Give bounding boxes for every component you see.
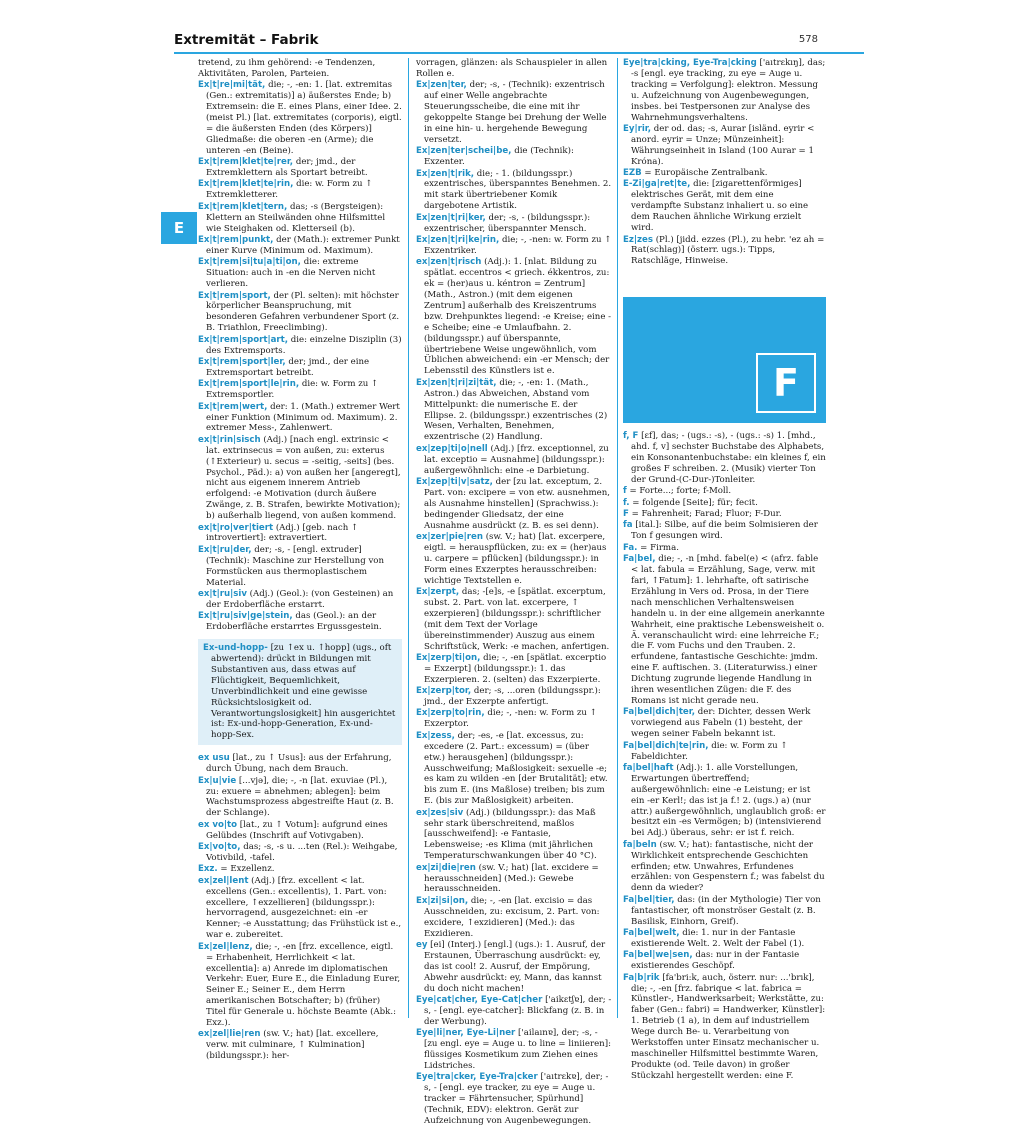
definition: [...vjə], die; -, -n [lat. exuviae (Pl.), zu: exuere = abnehmen; ablegen]: beim Wachstumsprozess abgestreifte Haut (z. B. der Schlange). — [206, 775, 394, 819]
definition: der; jmd., der Extremklettern als Sportart betreibt. — [206, 157, 368, 179]
headword: Ey|rir, — [623, 123, 652, 134]
headword: ex|zi|die|ren — [416, 862, 476, 873]
dictionary-entry — [198, 435, 402, 522]
headword: Ex|t|rem|klet|te|rin, — [198, 179, 294, 190]
dictionary-entry — [416, 731, 612, 807]
definition: der od. das; -s, Aurar [isländ. eyrir < anord. eyrir = Unze; Münzeinheit]: Währungseinheit in Island (100 Aurar = 1 Króna). — [631, 123, 815, 167]
headword: Ex|t|rem|klet|tern, — [198, 201, 288, 212]
definition: die: einzelne Disziplin (3) des Extremsports. — [206, 334, 402, 356]
headword: Ex|t|re|mi|tät, — [198, 80, 266, 91]
definition: das: (in der Mythologie) Tier von fantastischer, oft monströser Gestalt (z. B. Basilisk, Einhorn, Greif). — [631, 894, 821, 927]
header-rule — [174, 52, 864, 54]
definition: [lat., zu ↑ Votum]: aufgrund eines Gelübdes (Inschrift auf Votivgaben). — [206, 819, 388, 841]
dictionary-entry — [416, 896, 612, 940]
definition: die; - 1. (bildungsspr.) exzentrisches, überspanntes Benehmen. 2. mit stark übertriebener Komik dargebotene Artistik. — [424, 168, 612, 212]
definition: = folgende [Seite]; für; fecit. — [632, 497, 758, 508]
headword: Ex|zi|si|on, — [416, 895, 469, 906]
page-header — [174, 30, 864, 52]
definition: vorragen, glänzen: als Schauspieler in allen Rollen e. — [416, 58, 608, 79]
definition: der: 1. (Math.) extremer Wert einer Funktion (Minimum od. Maximum). 2. extremer Mess-, Zahlenwert. — [206, 401, 400, 434]
definition: = Exzellenz. — [220, 864, 275, 875]
definition: der; -s, - [engl. extruder] (Technik): Maschine zur Herstellung von Formstücken aus thermoplastischem Material. — [206, 544, 385, 588]
definition: [ei] (Interj.) [engl.] (ugs.): 1. Ausruf, der Erstaunen, Überraschung ausdrückt: ey, das ist cool! 2. Ausruf, der Empörung, Abwehr ausdrückt: ey, Mann, das kannst du doch nicht machen! — [424, 940, 606, 994]
headword: Fa|b|rik — [623, 972, 660, 983]
dictionary-entry — [198, 545, 402, 589]
headword: Ex|t|rem|sport|le|rin, — [198, 379, 300, 390]
headword: Fa|bel|dich|te|rin, — [623, 740, 709, 751]
definition: die: w. Form zu ↑ Fabeldichter. — [631, 740, 788, 762]
headword: Ex|zen|ter, — [416, 80, 467, 91]
headword: Ex|t|rem|sport|ler, — [198, 356, 286, 367]
definition: das: nur in der Fantasie existierendes Geschöpf. — [631, 950, 800, 972]
headword: Fa|bel|tier, — [623, 894, 675, 905]
headword: Ex|zerp|to|rin, — [416, 708, 485, 719]
dictionary-entry — [623, 498, 826, 509]
dictionary-entry — [416, 1072, 612, 1127]
dictionary-entry — [623, 928, 826, 950]
definition: das; -s (Bergsteigen): Klettern an Steilwänden ohne Hilfsmittel wie Steighaken od. Kletterseil (b). — [206, 201, 386, 234]
dictionary-entry — [623, 168, 826, 179]
dictionary-entry — [416, 808, 612, 863]
dictionary-entry — [198, 864, 402, 875]
dictionary-entry — [198, 842, 402, 864]
definition: ['ailaınɐ], der; -s, - [zu engl. eye = Auge u. to line = liniieren]: flüssiges Kosmetikum zum Ziehen eines Lidstriches. — [424, 1028, 611, 1071]
headword: ex|zer|pie|ren — [416, 531, 483, 542]
dictionary-entry — [623, 509, 826, 520]
definition: der (Math.): extremer Punkt einer Kurve (Minimum od. Maximum). — [206, 235, 400, 256]
dictionary-entry — [416, 1028, 612, 1072]
definition: die; -, -en [spätlat. excerptio = Exzerpt] (bildungsspr.): 1. das Exzerpieren. 2. (selten) das Exzerpierte. — [424, 652, 607, 685]
dictionary-entry — [198, 523, 402, 545]
headword: ex|zel|lent — [198, 875, 249, 886]
running-head: Extremität – Fabrik — [174, 32, 319, 48]
headword: Fa|bel|welt, — [623, 928, 680, 938]
definition: = Firma. — [640, 542, 679, 553]
definition: (Adj.) (Geol.): (von Gesteinen) an der Erdoberfläche erstarrt. — [206, 589, 394, 610]
headword: Ex|t|ru|siv|ge|stein, — [198, 611, 293, 622]
definition: (Adj.) [nach engl. extrinsic < lat. extrinsecus = von außen, zu: exterus (↑Exterieur) u. secus = -seitig, -seits] (bes. Psychol., Päd.): a) von außen her [angeregt], nicht aus eigenem innerem Antrieb erfolgend: -e Motivation (durch äußere Zwänge, z. B. Strafen, bewirkte Motivation); b) außerhalb liegend, von außen kommend. — [206, 434, 401, 522]
dictionary-entry — [198, 357, 402, 379]
definition: (sw. V.; hat) [lat. excerpere, eigtl. = herauspflücken, zu: ex = (her)aus u. carpere = pflücken] (bildungsspr.): in Form eines Exzerptes herausschreiben: wichtige Textstellen e. — [424, 531, 607, 586]
dictionary-entry — [623, 179, 826, 234]
dictionary-entry — [198, 876, 402, 941]
dictionary-entry — [416, 213, 612, 235]
definition: der; -s, - (Technik): exzentrisch auf einer Welle angebrachte Steuerungsscheibe, die eine mit ihr gekoppelte Stange bei Drehung der Welle in eine hin- u. hergehende Bewegung versetzt. — [424, 80, 607, 145]
definition: [zu ↑ex u. ↑hopp] (ugs., oft abwertend): drückt in Bildungen mit Substantiven aus, dass etwas auf Flüchtigkeit, Bequemlichkeit, Unverbindlichkeit und eine gewisse Rücksichtslosigkeit od. Verantwortungslosigkeit] hin ausgerichtet ist: Ex-und-hopp-Generation, Ex-und-hopp-Sex. — [211, 643, 396, 741]
headword: ex|zep|ti|o|nell — [416, 443, 488, 454]
headword: ex usu — [198, 753, 230, 764]
dictionary-entry — [416, 146, 612, 168]
dictionary-entry — [198, 753, 402, 775]
headword: Ex|zel|lenz, — [198, 941, 253, 952]
dictionary-entry — [623, 431, 826, 486]
definition: die; -, -en [frz. excellence, eigtl. = Erhabenheit, Herrlichkeit < lat. excellentia]: a) Anrede im diplomatischen Verkehr: Euer, Eure E., die Einladung Eurer, Seiner E.; Seiner E., dem Herrn amerikanischen Botschafter; b) (früher) Titel für Generale u. höchste Beamte (Abk.: Exz.). — [206, 941, 401, 1029]
dictionary-entry — [623, 840, 826, 895]
dictionary-entry — [198, 820, 402, 842]
definition: der (Pl. selten): mit höchster körperlicher Beanspruchung, mit besonderen Gefahren verbundener Sport (z. B. Triathlon, Freeclimbing). — [206, 290, 400, 334]
column-3 — [623, 58, 826, 1081]
headword: Ex|t|rem|klet|te|rer, — [198, 157, 294, 168]
dictionary-entry — [416, 708, 612, 730]
headword: fa|bel|haft — [623, 762, 674, 773]
dictionary-entry — [198, 291, 402, 335]
dictionary-entry — [623, 741, 826, 763]
column-rule — [408, 58, 409, 1018]
definition: (Pl.) [jidd. ezzes (Pl.), zu hebr. 'ez ah = Rat(schlag)] (österr. ugs.): Tipps, Ratschläge, Hinweise. — [631, 234, 825, 267]
definition: = Europäische Zentralbank. — [644, 168, 768, 179]
dictionary-entry — [416, 532, 612, 587]
dictionary-entry — [198, 589, 402, 611]
headword: ey — [416, 940, 428, 950]
headword: Ex|zess, — [416, 730, 455, 741]
headword: Ex|t|rem|si|tu|a|ti|on, — [198, 257, 301, 268]
headword: Ez|zes — [623, 234, 653, 245]
definition: der: Dichter, dessen Werk vorwiegend aus Fabeln (1) besteht, der wegen seiner Fabeln bekannt ist. — [631, 707, 811, 740]
dictionary-entry — [623, 520, 826, 542]
definition: (Adj.) [geb. nach ↑ introvertiert]: extravertiert. — [206, 522, 359, 544]
definition: der; -es, -e [lat. excessus, zu: excedere (2. Part.: excessum) = (über etw.) herausgehen] (bildungsspr.): Ausschweifung; Maßlosigkeit: sexuelle -e; es kam zu wilden -en [der Brutalität]; etw. bis zum E. (ins Maßlose) treiben; bis zum E. (bis zur Maßlosigkeit) arbeiten. — [424, 730, 608, 807]
headword: Ex|zen|t|ri|ker, — [416, 212, 486, 223]
headword: Ex|t|ru|der, — [198, 544, 252, 555]
dictionary-entry — [198, 157, 402, 179]
dictionary-entry — [198, 257, 402, 290]
headword: Ex|zep|ti|v|satz, — [416, 476, 493, 487]
headword: f — [623, 486, 627, 497]
definition: die; -, -en [lat. excisio = das Ausschneiden, zu: excisum, 2. Part. von: excidere, ↑exzidieren] (Med.): das Exzidieren. — [424, 895, 600, 939]
definition: die; -, -en: 1. [lat. extremitas (Gen.: extremitatis)] a) äußerstes Ende; b) Extremsein: die E. eines Plans, einer Idee. 2. (meist Pl.) [lat. extremitates (corporis), eigtl. = die äußersten Enden (des Körpers)] Gliedmaße: die oberen -en (Arme); die unteren -en (Beine). — [206, 80, 402, 156]
headword: Ex|t|rem|wert, — [198, 401, 268, 412]
headword: ex vo|to — [198, 819, 238, 830]
thumb-index-letter: E — [173, 219, 185, 237]
dictionary-entry — [198, 58, 402, 80]
dictionary-entry — [416, 653, 612, 686]
definition: (Adj.) [frz. excellent < lat. excellens (Gen.: excellentis), 1. Part. von: excellere, ↑exzellieren] (bildungsspr.): hervorragend, ausgezeichnet: ein -er Kenner; -e Ausstattung; das Frühstück ist e., war e. zubereitet. — [206, 875, 402, 941]
headword: f. — [623, 497, 630, 508]
dictionary-entry — [198, 80, 402, 156]
dictionary-entry — [623, 950, 826, 972]
definition: [fa'bri:k, auch, österr. nur: ...'brık], die; -, -en [frz. fabrique < lat. fabrica = Künstler-, Handwerksarbeit; Werkstätte, zu: faber (Gen.: fabri) = Handwerker, Künstler]: 1. Betrieb (1 a), in dem auf industriellem Wege durch Be- u. Verarbeitung von Werkstoffen unter Einsatz mechanischer u. maschineller Hilfsmittel bestimmte Waren, Produkte (od. Teile davon) in großer Stückzahl hergestellt werden: eine F. — [631, 972, 826, 1081]
headword: ex|t|ru|siv — [198, 589, 247, 599]
headword: Ex|vo|to, — [198, 842, 241, 853]
column-1 — [198, 58, 402, 1062]
headword: Ex|zerpt, — [416, 587, 460, 597]
headword: ex|zes|siv — [416, 807, 464, 818]
dictionary-entry — [198, 379, 402, 401]
headword: EZB — [623, 168, 642, 179]
dictionary-entry — [623, 895, 826, 928]
page-number: 578 — [798, 34, 818, 45]
dictionary-entry — [416, 444, 612, 477]
headword: ex|t|rin|sisch — [198, 434, 261, 445]
headword: ex|zel|lie|ren — [198, 1029, 261, 1040]
headword: Ex|zerp|tor, — [416, 686, 472, 697]
headword: Fa. — [623, 542, 638, 553]
dictionary-entry — [198, 179, 402, 201]
definition: die: [zigarettenförmiges] elektrisches Gerät, mit dem eine verdampfte Substanz inhaliert u. so eine dem Rauchen ähnliche Wirkung erzielt wird. — [631, 179, 809, 234]
dictionary-entry — [623, 763, 826, 839]
headword: Ex|u|vie — [198, 775, 237, 786]
dictionary-entry — [623, 554, 826, 707]
dictionary-entry — [623, 707, 826, 740]
section-letter: F — [756, 353, 816, 413]
dictionary-entry — [198, 202, 402, 235]
definition: ['aıtrɛkɐ], der; -s, - [engl. eye tracker, zu eye = Auge u. tracker = Fährtensucher, Spürhund] (Technik, EDV): elektron. Gerät zur Aufzeichnung von Augenbewegungen. — [424, 1072, 609, 1126]
headword: Eye|tra|cker, Eye-Tra|cker — [416, 1072, 538, 1083]
headword: Eye|li|ner, Eye-Li|ner — [416, 1028, 516, 1039]
definition: (Adj.) [frz. exceptionnel, zu lat. exceptio = Ausnahme] (bildungsspr.): außergewöhnlich: eine -e Darbietung. — [424, 443, 609, 476]
dictionary-entry — [623, 235, 826, 268]
definition: [ɛf], das; - (ugs.: -s), - (ugs.: -s) 1. [mhd., ahd. f, v] sechster Buchstabe des Alphabets, ein Konsonantenbuchstabe: ein kleines f, ein großes F schreiben. 2. (Musik) vierter Ton der Grund-(C-Dur-)Tonleiter. — [631, 431, 826, 485]
headword: fa — [623, 520, 633, 531]
dictionary-entry — [416, 235, 612, 257]
dictionary-entry — [623, 973, 826, 1082]
headword: Ex|t|rem|punkt, — [198, 235, 274, 245]
definition: der; -s, - (bildungsspr.): exzentrischer, überspannter Mensch. — [424, 212, 591, 234]
headword: F — [623, 509, 629, 520]
dictionary-entry — [416, 686, 612, 708]
dictionary-entry — [416, 940, 612, 995]
dictionary-entry — [623, 58, 826, 123]
headword: f, F — [623, 431, 639, 442]
definition: (Adj.): 1. [nlat. Bildung zu spätlat. eccentros < griech. ékkentros, zu: ek = (her)aus u. kéntron = Zentrum] (Math., Astron.) (mit dem eigenen Zentrum] außerhalb des Kreiszentrums bzw. Drehpunktes liegend: -e Kreise; eine -e Scheibe; eine -e Umlaufbahn. 2. (bildungsspr.) auf überspannte, übertriebene Weise ungewöhnlich, vom Üblichen abweichend: ein -er Mensch; der Lebensstil des Künstlers ist e. — [424, 257, 612, 377]
headword: Exz. — [198, 864, 218, 875]
headword: Ex|t|rem|sport|art, — [198, 334, 289, 345]
definition: = Forte...; forte; f-Moll. — [629, 486, 732, 497]
definition: (sw. V.; hat) [lat. excidere = herausschneiden] (Med.): Gewebe herausschneiden. — [424, 862, 599, 895]
dictionary-entry — [198, 235, 402, 257]
dictionary-entry — [416, 863, 612, 896]
definition: die: w. Form zu ↑ Extremsportler. — [206, 379, 379, 401]
definition: das (Geol.): an der Erdoberfläche erstarrtes Ergussgestein. — [206, 611, 382, 633]
thumb-index-tab — [161, 212, 197, 244]
dictionary-entry — [203, 643, 397, 741]
definition: ['aıtrɛkıŋ], das; -s [engl. eye tracking, zu eye = Auge u. tracking = Verfolgung]: elektron. Messung u. Aufzeichnung von Augenbewegungen, insbes. bei Testpersonen zur Analyse des Wahrnehmungsverhaltens. — [631, 58, 826, 123]
dictionary-entry — [198, 402, 402, 435]
headword: Fa|bel, — [623, 554, 656, 565]
dictionary-entry — [416, 169, 612, 213]
dictionary-entry — [416, 995, 612, 1028]
dictionary-entry — [198, 942, 402, 1029]
headword: Ex|zen|t|ri|ke|rin, — [416, 235, 500, 245]
headword: ex|zen|t|risch — [416, 257, 482, 268]
definition: [lat., zu ↑ Usus]: aus der Erfahrung, durch Übung, nach dem Brauch. — [206, 753, 392, 775]
dictionary-entry — [416, 587, 612, 652]
dictionary-entry — [416, 477, 612, 532]
headword: Ex|t|rem|sport, — [198, 290, 271, 301]
headword: Fa|bel|dich|ter, — [623, 707, 695, 718]
dictionary-entry — [198, 335, 402, 357]
definition: (Adj.): 1. alle Vorstellungen, Erwartungen übertreffend; außergewöhnlich: eine -e Leistung; er ist ein -er Kerl!; das ist ja f.! 2. (ugs.) a) (nur attr.) außergewöhnlich, unglaublich groß: er besitzt ein -es Vermögen; b) (intensivierend bei Adj.) überaus, sehr: er ist f. reich. — [631, 762, 826, 839]
definition: die: w. Form zu ↑ Extremkletterer. — [206, 179, 373, 201]
headword: Ex|zerp|ti|on, — [416, 652, 481, 663]
column-rule — [617, 58, 618, 1018]
dictionary-entry — [198, 611, 402, 633]
headword: Eye|cat|cher, Eye-Cat|cher — [416, 995, 543, 1006]
headword: ex|t|ro|ver|tiert — [198, 522, 274, 533]
definition: tretend, zu ihm gehörend: -e Tendenzen, Aktivitäten, Parolen, Parteien. — [198, 58, 376, 79]
definition: die: 1. nur in der Fantasie existierende Welt. 2. Welt der Fabel (1). — [631, 928, 805, 949]
headword: Ex-und-hopp- — [203, 643, 268, 654]
definition: = Fahrenheit; Farad; Fluor; F-Dur. — [631, 509, 782, 520]
definition: die (Technik): Exzenter. — [424, 146, 574, 168]
dictionary-entry — [623, 124, 826, 168]
definition: das; -[e]s, -e [spätlat. excerptum, subst. 2. Part. von lat. excerpere, ↑ exzerpieren] (bildungsspr.): schriftlicher (mit dem Text der Vorlage übereinstimmender) Auszug aus einem Schriftstück, Werk: -e machen, anfertigen. — [424, 587, 610, 652]
definition: die; -, -n [mhd. fabel(e) < (afrz. fable < lat. fabula = Erzählung, Sage, verw. mit fari, ↑Fatum]: 1. lehrhafte, oft satirische Erzählung in Vers od. Prosa, in der Tiere nach menschlichen Verhaltensweisen handeln u. in der eine allgemein anerkannte Wahrheit, eine praktische Lebensweisheit o. Ä. veranschaulicht wird: eine lehrreiche F.; die F. vom Fuchs und den Trauben. 2. erfundene, fantastische Geschichte: jmdm. eine F. auftischen. 3. (Literaturwiss.) einer Dichtung zugrunde liegende Handlung in ihren wesentlichen Zügen: die F. des Romans ist nicht gerade neu. — [631, 554, 825, 706]
dictionary-entry — [623, 543, 826, 554]
definition: die; -, -nen: w. Form zu ↑ Exzentriker. — [424, 235, 612, 256]
headword: Eye|tra|cking, Eye-Tra|cking — [623, 58, 757, 68]
definition: der; -s, ...oren (bildungsspr.): jmd., der Exzerpte anfertigt. — [424, 686, 601, 708]
definition: (Adj.) (bildungsspr.): das Maß sehr stark überschreitend, maßlos [ausschweifend]: -e Fantasie, Lebensweise; -es Klima (mit jährlichen Temperaturschwankungen über 40 °C). — [424, 807, 597, 862]
dictionary-entry — [198, 1029, 402, 1062]
column-2 — [416, 58, 612, 1126]
headword: Fa|bel|we|sen, — [623, 950, 693, 961]
headword: Ex|zen|t|ri|zi|tät, — [416, 377, 497, 388]
definition: die; -, -en: 1. (Math., Astron.) das Abweichen, Abstand vom Mittelpunkt: die numerische E. der Ellipse. 2. (bildungsspr.) exzentrisches (2) Wesen, Verhalten, Benehmen, exzentrische (2) Handlung. — [424, 377, 608, 443]
dictionary-entry — [416, 257, 612, 377]
definition: [ital.]: Silbe, auf die beim Solmisieren der Ton f gesungen wird. — [631, 520, 818, 542]
definition: der [zu lat. exceptum, 2. Part. von: excipere = von etw. ausnehmen, als Ausnahme hinstellen] (Sprachwiss.): bedingender Gliedsatz, der eine Ausnahme ausdrückt (z. B. es sei denn). — [424, 476, 611, 531]
definition: die; -, -nen: w. Form zu ↑ Exzerptor. — [424, 708, 597, 730]
dictionary-entry — [416, 378, 612, 443]
dictionary-entry — [623, 486, 826, 497]
info-box — [198, 639, 402, 745]
section-letter-block — [623, 297, 826, 423]
dictionary-entry — [416, 80, 612, 145]
headword: Ex|zen|t|rik, — [416, 168, 475, 179]
definition: der; jmd., der eine Extremsportart betreibt. — [206, 356, 370, 378]
definition: das; -s, -s u. ...ten (Rel.): Weihgabe, Votivbild, -tafel. — [206, 842, 398, 863]
headword: fa|beln — [623, 839, 657, 850]
definition: die: extreme Situation: auch in -en die Nerven nicht verlieren. — [206, 257, 376, 290]
definition: ['aikɛtʃɐ], der; -s, - [engl. eye-catcher]: Blickfang (z. B. in der Werbung). — [424, 995, 612, 1027]
definition: (sw. V.; hat): fantastische, nicht der Wirklichkeit entsprechende Geschichten erfinden; etw. Unwahres, Erfundenes erzählen: von Gespenstern f.; was fabelst du denn da wieder? — [631, 839, 825, 894]
headword: Ex|zen|ter|schei|be, — [416, 146, 512, 157]
dictionary-entry — [416, 58, 612, 80]
headword: E-Zi|ga|ret|te, — [623, 179, 691, 190]
definition: (sw. V.; hat) [lat. excellere, verw. mit culminare, ↑ Kulmination] (bildungsspr.): her- — [206, 1029, 379, 1062]
dictionary-entry — [198, 776, 402, 820]
